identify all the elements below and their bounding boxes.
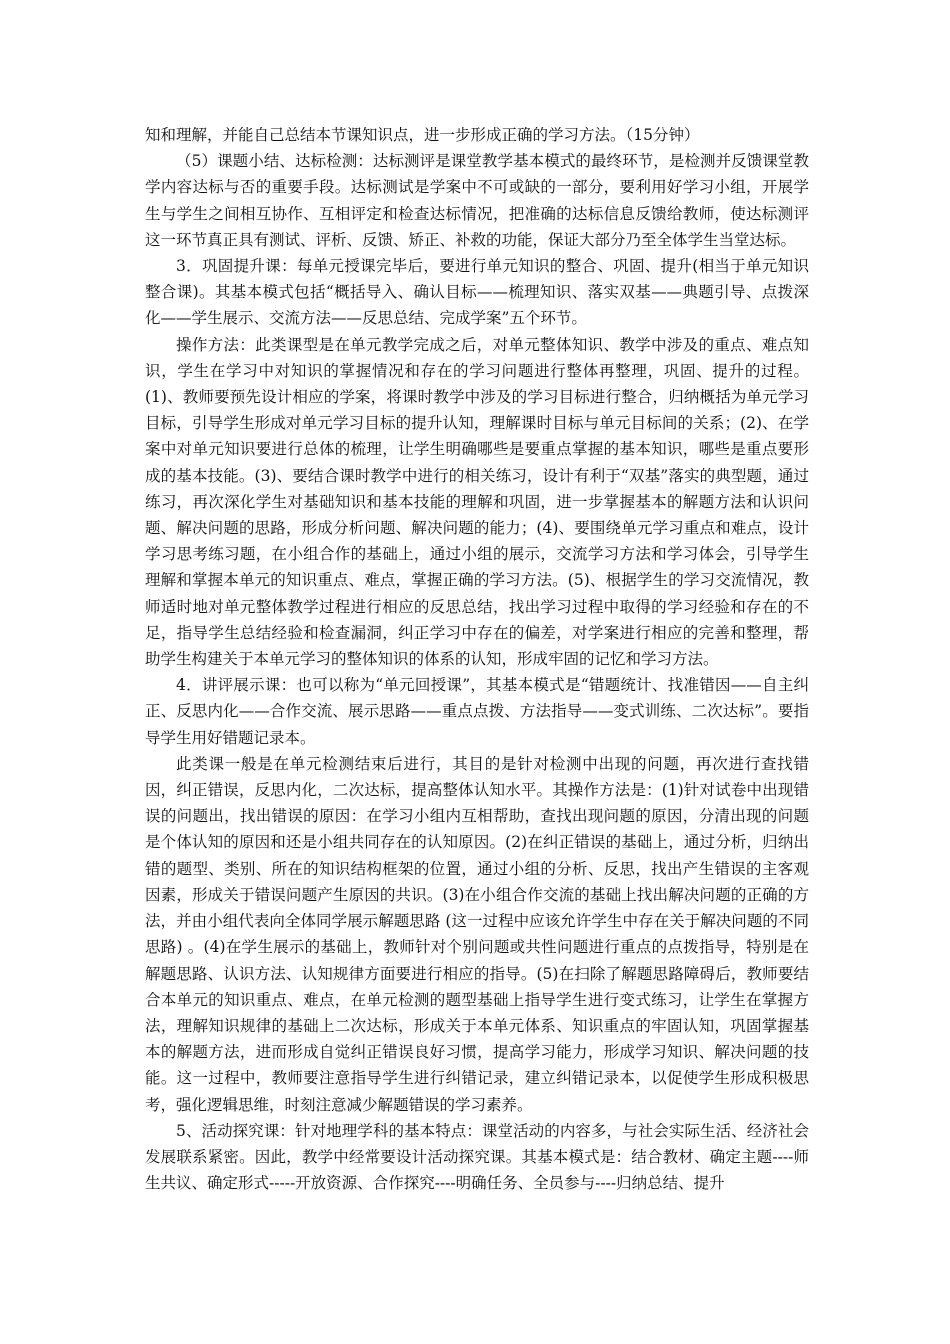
paragraph-review-class: 4．讲评展示课：也可以称为“单元回授课”，其基本模式是“错题统计、找准错因——自主纠正、反思内化——合作交流、展示思路——重点点拨、方法指导——变式训练、二次达标”。要指导学生用好错题记录本。: [145, 676, 809, 747]
document-page: [145, 122, 809, 1196]
paragraph-continued: 知和理解，并能自己总结本节课知识点，进一步形成正确的学习方法。（15分钟）: [145, 126, 700, 144]
paragraph-operation-method: 操作方法：此类课型是在单元教学完成之后，对单元整体知识、教学中涉及的重点、难点知识，学生在学习中对知识的掌握情况和存在的学习问题进行整体再整理，巩固、提升的过程。(1)、教师要预先设计相应的学案，将课时教学中涉及的学习目标进行整合，归纳概括为单元学习目标，引导学生形成对单元学习目标的提升认知，理解课时目标与单元目标间的关系；(2)、在学案中对单元知识要进行总体的梳理，让学生明确哪些是要重点掌握的基本知识，哪些是重点要形成的基本技能。(3)、要结合课时教学中进行的相关练习，设计有利于“双基”落实的典型题，通过练习，再次深化学生对基础知识和基本技能的理解和巩固，进一步掌握基本的解题方法和认识问题、解决问题的思路，形成分析问题、解决问题的能力；(4)、要围绕单元学习重点和难点，设计学习思考练习题，在小组合作的基础上，通过小组的展示，交流学习方法和学习体会，引导学生理解和掌握本单元的知识重点、难点，掌握正确的学习方法。(5)、根据学生的学习交流情况，教师适时地对单元整体教学过程进行相应的反思总结，找出学习过程中取得的学习经验和存在的不足，指导学生总结经验和检查漏洞，纠正学习中存在的偏差，对学案进行相应的完善和整理，帮助学生构建关于本单元学习的整体知识的体系的认知，形成牢固的记忆和学习方法。: [145, 335, 809, 669]
paragraph-activity-class: 5、活动探究课：针对地理学科的基本特点：课堂活动的内容多，与社会实际生活、经济社会发展联系紧密。因此，教学中经常要设计活动探究课。其基本模式是：结合教材、确定主题----师生共议、确定形式-----开放资源、合作探究----明确任务、全员参与----归纳总结、提升: [145, 1121, 809, 1193]
paragraph-review-method: 此类课一般是在单元检测结束后进行，其目的是针对检测中出现的问题，再次进行查找错因，纠正错误，反思内化，二次达标，提高整体认知水平。其操作方法是：(1)针对试卷中出现错误的问题出，找出错误的原因：在学习小组内互相帮助，查找出现问题的原因，分清出现的问题是个体认知的原因和还是小组共同存在的认知原因。(2)在纠正错误的基础上，通过分析，归纳出错的题型、类别、所在的知识结构框架的位置，通过小组的分析、反思，找出产生错误的主客观因素，形成关于错误问题产生原因的共识。(3)在小组合作交流的基础上找出解决问题的正确的方法，并由小组代表向全体同学展示解题思路 (这一过程中应该允许学生中存在关于解决问题的不同思路) 。(4)在学生展示的基础上，教师针对个别问题或共性问题进行重点的点拨指导，特别是在解题思路、认识方法、认知规律方面要进行相应的指导。(5)在扫除了解题思路障碍后，教师要结合本单元的知识重点、难点，在单元检测的题型基础上指导学生进行变式练习，让学生在掌握方法，理解知识规律的基础上二次达标，形成关于本单元体系、知识重点的牢固认知，巩固掌握基本的解题方法，进而形成自觉纠正错误良好习惯，提高学习能力，形成学习知识、解决问题的技能。这一过程中，教师要注意指导学生进行纠错记录，建立纠错记录本，以促使学生形成积极思考，强化逻辑思维，时刻注意减少解题错误的学习素养。: [145, 754, 809, 1114]
paragraph-consolidation-class: 3．巩固提升课：每单元授课完毕后，要进行单元知识的整合、巩固、提升(相当于单元知识整合课)。其基本模式包括“概括导入、确认目标——梳理知识、落实双基——典题引导、点拨深化——学生展示、交流方法——反思总结、完成学案”五个环节。: [145, 257, 809, 328]
paragraph-summary-test: （5）课题小结、达标检测：达标测评是课堂教学基本模式的最终环节，是检测并反馈课堂教学内容达标与否的重要手段。达标测试是学案中不可或缺的一部分，要利用好学习小组，开展学生与学生之间相互协作、互相评定和检查达标情况，把准确的达标信息反馈给教师，使达标测评这一环节真正具有测试、评析、反馈、矫正、补救的功能，保证大部分乃至全体学生当堂达标。: [145, 152, 809, 249]
